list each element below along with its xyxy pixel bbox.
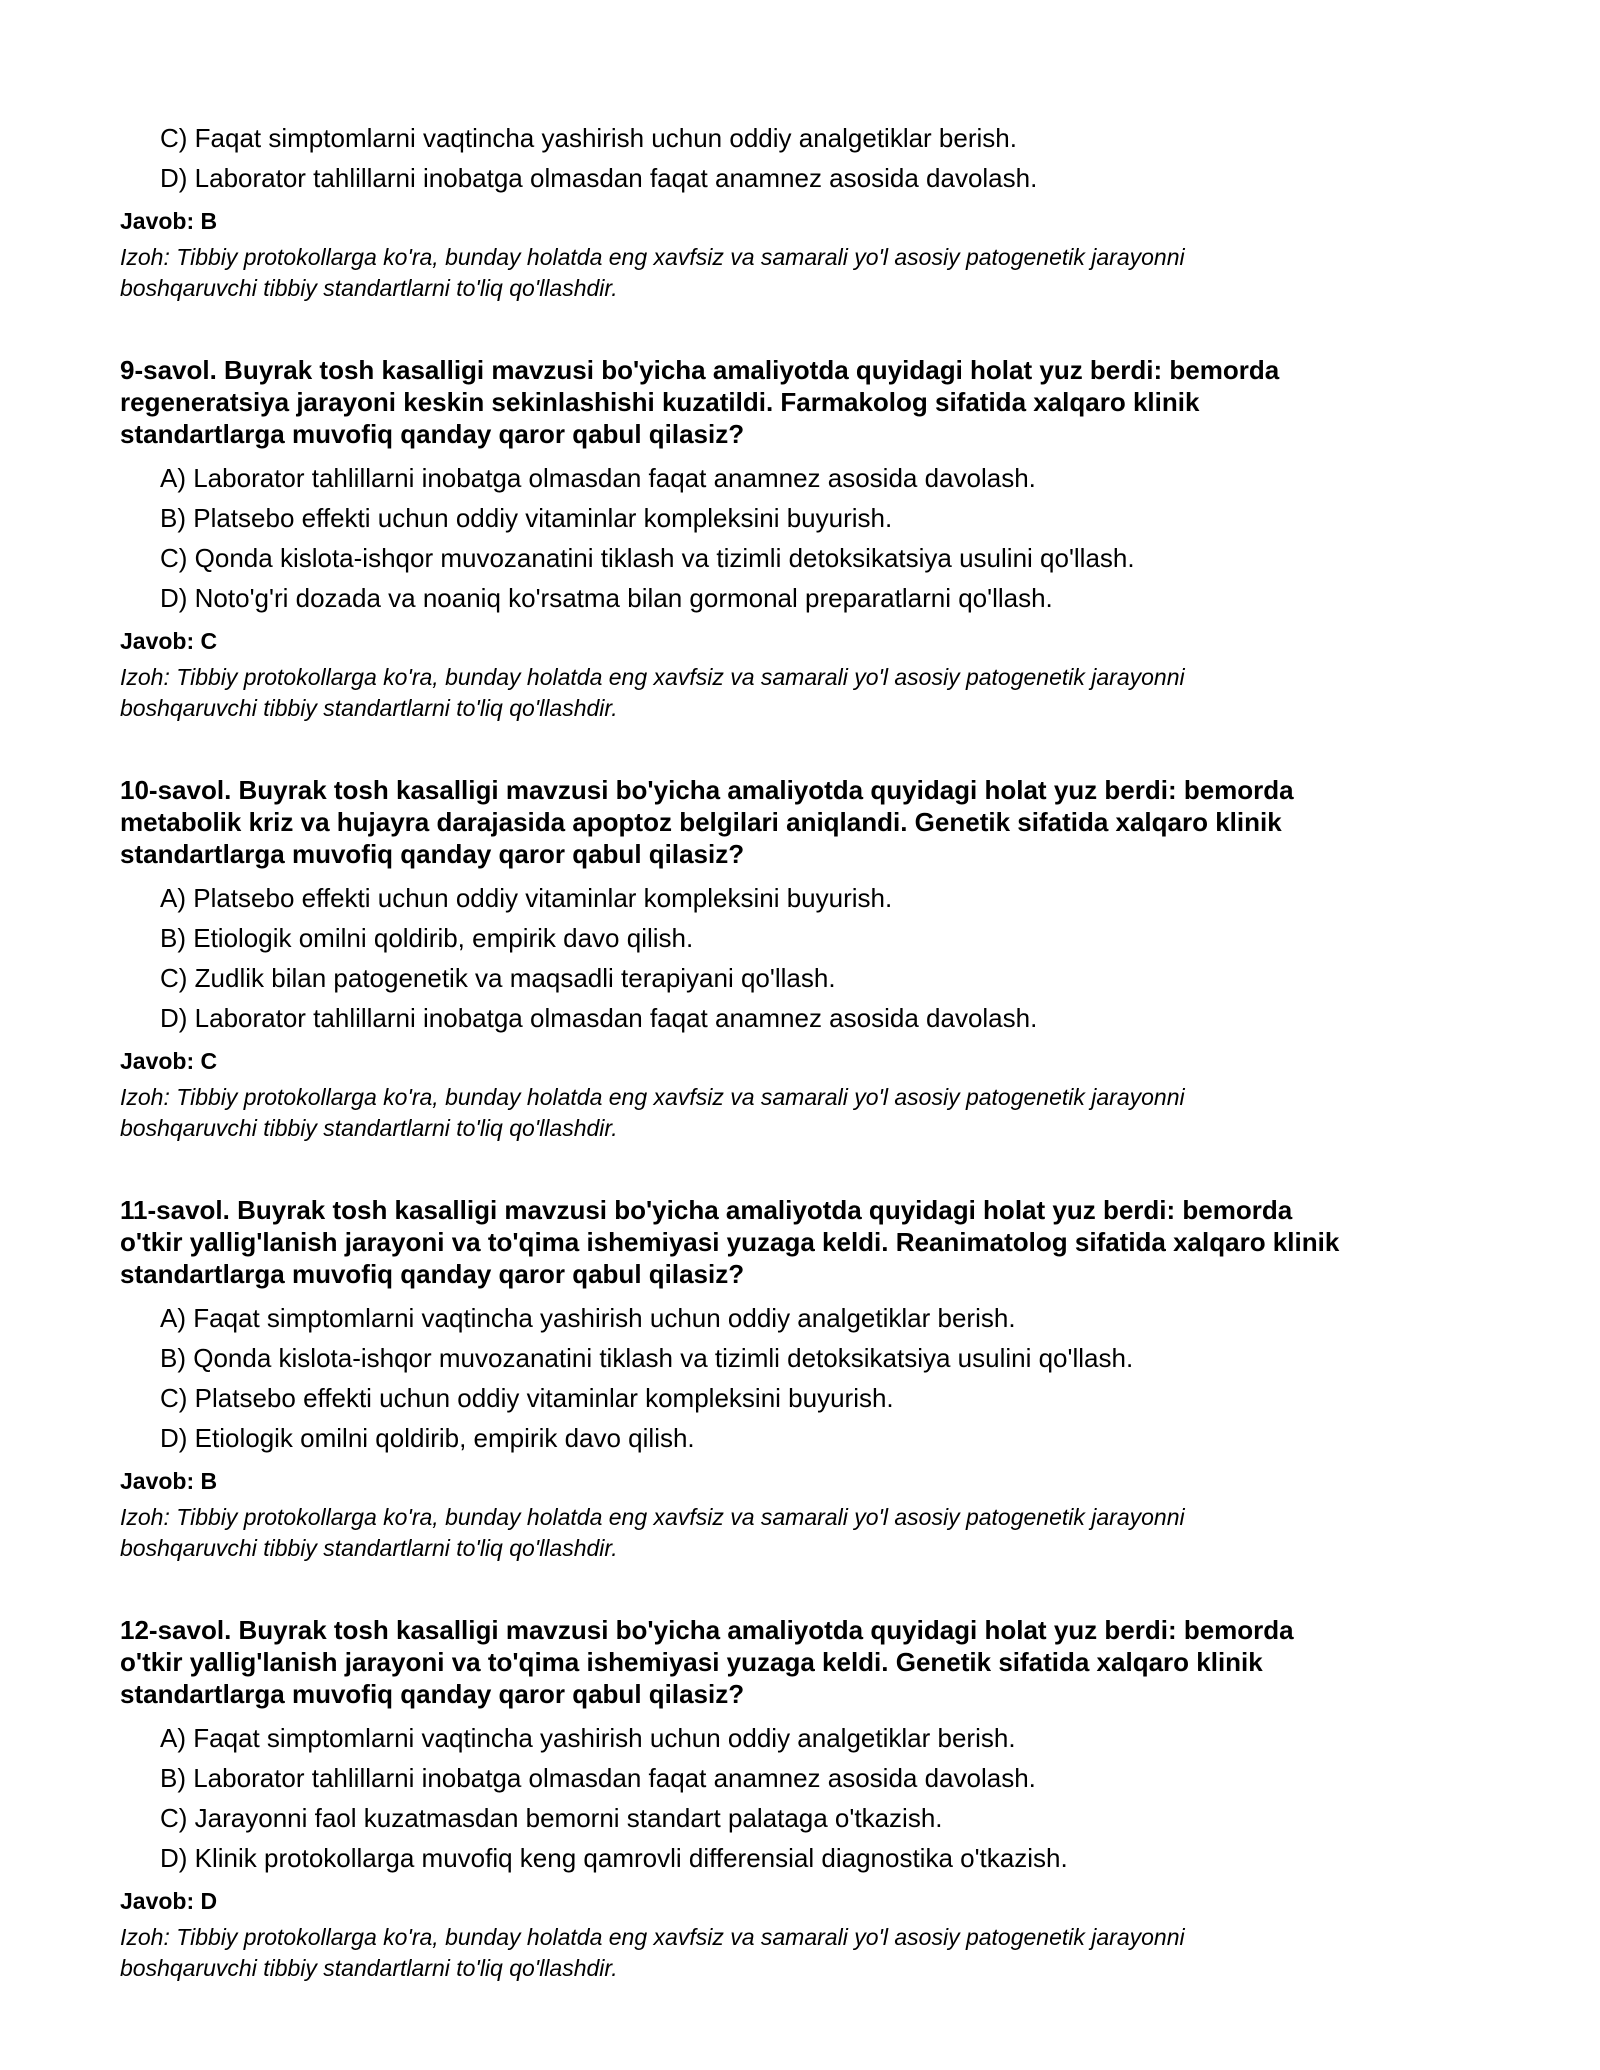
question-text	[120, 1614, 1490, 1710]
option-c: C) Faqat simptomlarni vaqtincha yashirish uchun oddiy analgetiklar berish.	[160, 123, 1017, 153]
document-page	[120, 118, 1490, 1984]
note-line: boshqaruvchi tibbiy standartlarni to'liq qo'llashdir.	[120, 275, 618, 301]
question-block-12	[120, 1614, 1490, 1984]
question-line: standartlarga muvofiq qanday qaror qabul qilasiz?	[120, 839, 745, 869]
question-line: metabolik kriz va hujayra darajasida apoptoz belgilari aniqlandi. Genetik sifatida xalqaro klinik	[120, 807, 1282, 837]
option-a: A) Laborator tahlillarni inobatga olmasdan faqat anamnez asosida davolash.	[160, 463, 1036, 493]
answer-label: Javob: D	[120, 1888, 218, 1914]
note-line: boshqaruvchi tibbiy standartlarni to'liq qo'llashdir.	[120, 1955, 618, 1981]
option-b: B) Qonda kislota-ishqor muvozanatini tiklash va tizimli detoksikatsiya usulini qo'llash.	[160, 1343, 1134, 1373]
question-line: standartlarga muvofiq qanday qaror qabul qilasiz?	[120, 1679, 745, 1709]
note-line: Izoh: Tibbiy protokollarga ko'ra, bunday holatda eng xavfsiz va samarali yo'l asosiy patogenetik jarayonni	[120, 1504, 1185, 1530]
question-block-10	[120, 774, 1490, 1144]
option-d: D) Laborator tahlillarni inobatga olmasdan faqat anamnez asosida davolash.	[160, 163, 1038, 193]
answer-label: Javob: C	[120, 1048, 218, 1074]
explanation-note	[120, 1502, 1490, 1564]
option-d: D) Klinik protokollarga muvofiq keng qamrovli differensial diagnostika o'tkazish.	[160, 1843, 1068, 1873]
option-c: C) Platsebo effekti uchun oddiy vitaminlar kompleksini buyurish.	[160, 1383, 894, 1413]
question-line: 9-savol. Buyrak tosh kasalligi mavzusi bo'yicha amaliyotda quyidagi holat yuz berdi: bemorda	[120, 355, 1280, 385]
question-line: 10-savol. Buyrak tosh kasalligi mavzusi bo'yicha amaliyotda quyidagi holat yuz berdi: bemorda	[120, 775, 1294, 805]
explanation-note	[120, 242, 1490, 304]
question-text	[120, 1194, 1490, 1290]
question-line: o'tkir yallig'lanish jarayoni va to'qima ishemiyasi yuzaga keldi. Genetik sifatida xalqaro klinik	[120, 1647, 1263, 1677]
option-a: A) Platsebo effekti uchun oddiy vitaminlar kompleksini buyurish.	[160, 883, 893, 913]
question-text	[120, 774, 1490, 870]
explanation-note	[120, 1922, 1490, 1984]
note-line: Izoh: Tibbiy protokollarga ko'ra, bunday holatda eng xavfsiz va samarali yo'l asosiy patogenetik jarayonni	[120, 1084, 1185, 1110]
note-line: Izoh: Tibbiy protokollarga ko'ra, bunday holatda eng xavfsiz va samarali yo'l asosiy patogenetik jarayonni	[120, 664, 1185, 690]
note-line: boshqaruvchi tibbiy standartlarni to'liq qo'llashdir.	[120, 695, 618, 721]
question-line: regeneratsiya jarayoni keskin sekinlashishi kuzatildi. Farmakolog sifatida xalqaro klinik	[120, 387, 1200, 417]
note-line: boshqaruvchi tibbiy standartlarni to'liq qo'llashdir.	[120, 1535, 618, 1561]
question-block-9	[120, 354, 1490, 724]
answer-label: Javob: C	[120, 628, 218, 654]
option-a: A) Faqat simptomlarni vaqtincha yashirish uchun oddiy analgetiklar berish.	[160, 1723, 1016, 1753]
question-text	[120, 354, 1490, 450]
option-d: D) Etiologik omilni qoldirib, empirik davo qilish.	[160, 1423, 695, 1453]
option-b: B) Etiologik omilni qoldirib, empirik davo qilish.	[160, 923, 694, 953]
explanation-note	[120, 1082, 1490, 1144]
answer-label: Javob: B	[120, 208, 218, 234]
question-line: 11-savol. Buyrak tosh kasalligi mavzusi bo'yicha amaliyotda quyidagi holat yuz berdi: bemorda	[120, 1195, 1293, 1225]
explanation-note	[120, 662, 1490, 724]
answer-label: Javob: B	[120, 1468, 218, 1494]
question-line: standartlarga muvofiq qanday qaror qabul qilasiz?	[120, 1259, 745, 1289]
question-line: o'tkir yallig'lanish jarayoni va to'qima ishemiyasi yuzaga keldi. Reanimatolog sifatida xalqaro klinik	[120, 1227, 1340, 1257]
option-b: B) Laborator tahlillarni inobatga olmasdan faqat anamnez asosida davolash.	[160, 1763, 1036, 1793]
question-line: standartlarga muvofiq qanday qaror qabul qilasiz?	[120, 419, 745, 449]
question-line: 12-savol. Buyrak tosh kasalligi mavzusi bo'yicha amaliyotda quyidagi holat yuz berdi: bemorda	[120, 1615, 1294, 1645]
option-d: D) Laborator tahlillarni inobatga olmasdan faqat anamnez asosida davolash.	[160, 1003, 1038, 1033]
option-c: C) Jarayonni faol kuzatmasdan bemorni standart palataga o'tkazish.	[160, 1803, 943, 1833]
option-c: C) Qonda kislota-ishqor muvozanatini tiklash va tizimli detoksikatsiya usulini qo'llash.	[160, 543, 1135, 573]
option-b: B) Platsebo effekti uchun oddiy vitaminlar kompleksini buyurish.	[160, 503, 893, 533]
note-line: boshqaruvchi tibbiy standartlarni to'liq qo'llashdir.	[120, 1115, 618, 1141]
option-d: D) Noto'g'ri dozada va noaniq ko'rsatma bilan gormonal preparatlarni qo'llash.	[160, 583, 1053, 613]
question-block-11	[120, 1194, 1490, 1564]
question-block-8-partial	[120, 118, 1490, 304]
note-line: Izoh: Tibbiy protokollarga ko'ra, bunday holatda eng xavfsiz va samarali yo'l asosiy patogenetik jarayonni	[120, 244, 1185, 270]
note-line: Izoh: Tibbiy protokollarga ko'ra, bunday holatda eng xavfsiz va samarali yo'l asosiy patogenetik jarayonni	[120, 1924, 1185, 1950]
option-a: A) Faqat simptomlarni vaqtincha yashirish uchun oddiy analgetiklar berish.	[160, 1303, 1016, 1333]
option-c: C) Zudlik bilan patogenetik va maqsadli terapiyani qo'llash.	[160, 963, 836, 993]
